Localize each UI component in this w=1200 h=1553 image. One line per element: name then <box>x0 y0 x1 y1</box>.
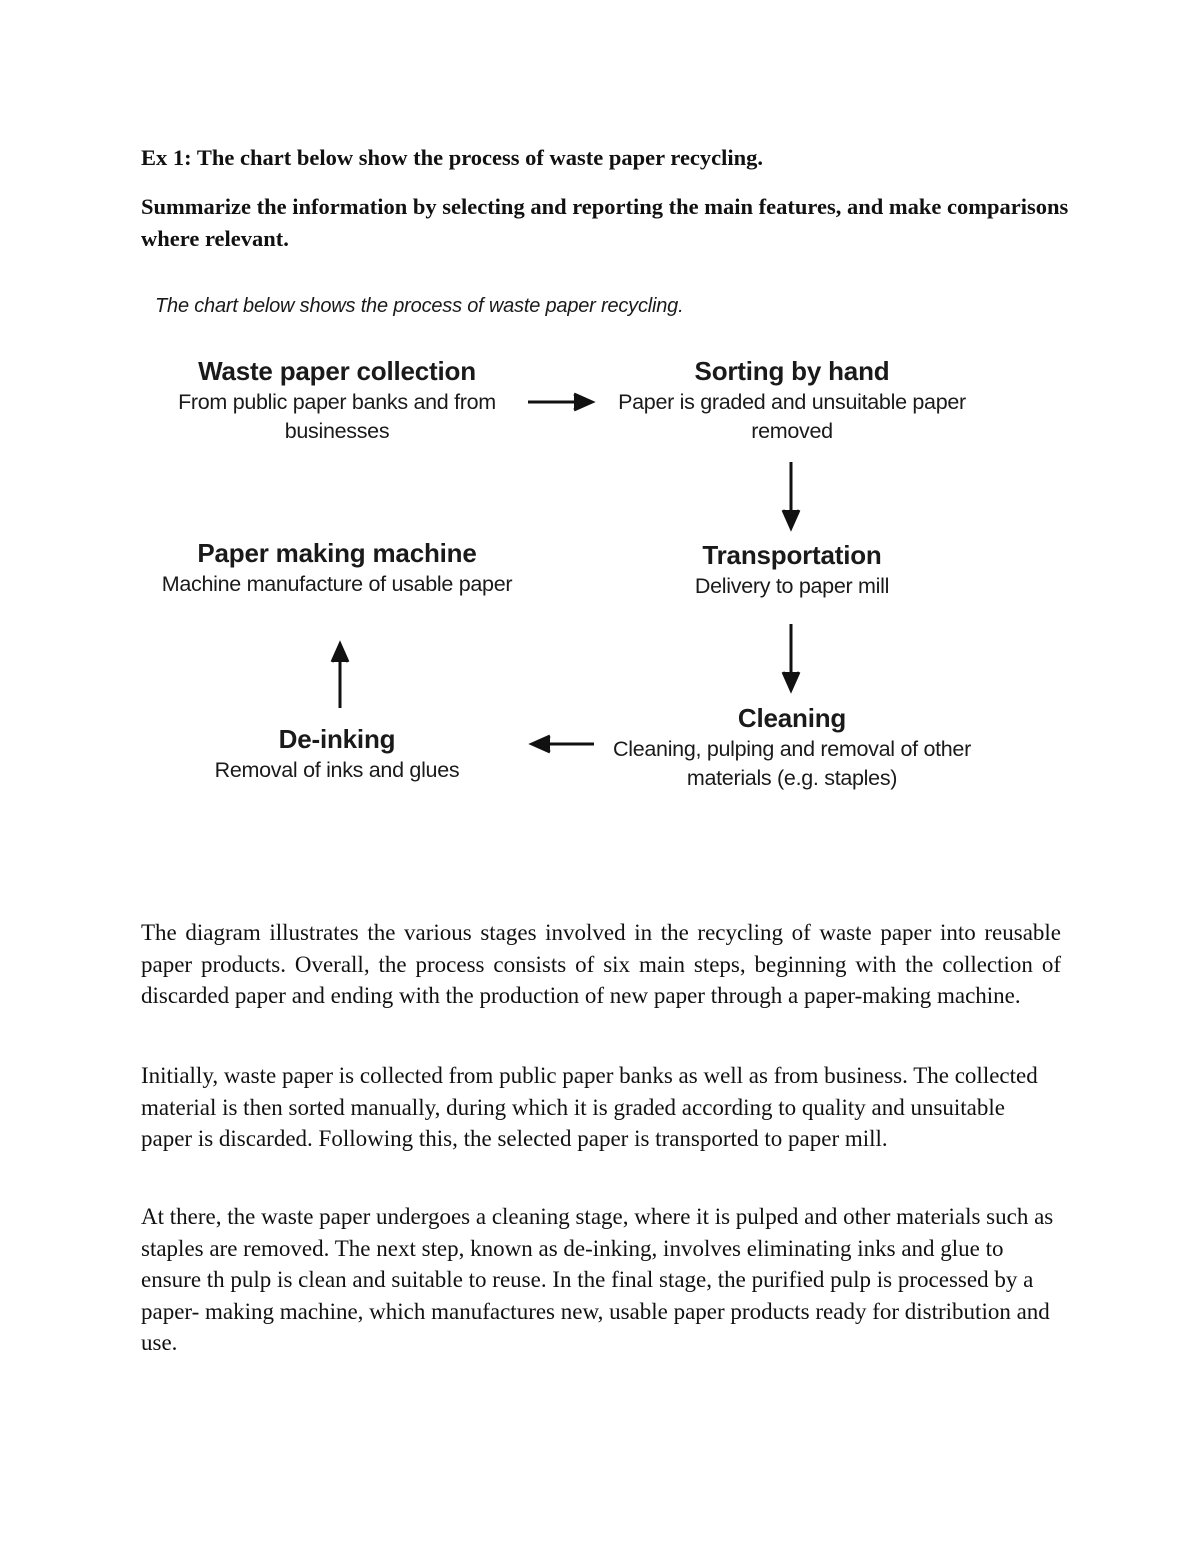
stage-title: Transportation <box>702 540 882 570</box>
essay-paragraph: Initially, waste paper is collected from public paper banks as well as from business. The collected material is then sorted manually, during which it is graded according to quality and unsuitable paper is discarded. Following this, the selected paper is transported to paper mill. <box>141 1063 1038 1151</box>
stage-title: Cleaning <box>737 703 847 733</box>
stage-title: De-inking <box>278 724 396 754</box>
stage-description: Cleaning, pulping and removal of other materials (e.g. staples) <box>613 737 971 790</box>
arrow-up-icon <box>332 644 348 708</box>
arrow-right-icon <box>528 394 592 410</box>
stage-title: Paper making machine <box>197 538 477 568</box>
essay-paragraph: The diagram illustrates the various stages involved in the recycling of waste paper into reusable paper products. Overall, the process consists of six main steps, beginning with the collection of discarded paper and ending with the production of new paper through a paper-making machine. <box>141 920 1061 1008</box>
task-instruction: Summarize the information by selecting and reporting the main features, and make comparisons where relevant. <box>141 194 1069 251</box>
stage-de-inking <box>152 722 522 785</box>
stage-description: Paper is graded and unsuitable paper removed <box>618 390 966 443</box>
stage-description: Machine manufacture of usable paper <box>161 572 513 596</box>
arrow-down-icon <box>783 624 799 690</box>
stage-description: From public paper banks and from businesses <box>178 390 496 443</box>
essay-paragraph: At there, the waste paper undergoes a cleaning stage, where it is pulped and other materials such as staples are removed. The next step, known as de-inking, involves eliminating inks and glue to ensure th pulp is clean and suitable to reuse. In the final stage, the purified pulp is processed by a paper- making machine, which manufactures new, usable paper products ready for distribution and use. <box>141 1204 1054 1355</box>
arrow-down-icon <box>783 462 799 528</box>
arrow-left-icon <box>532 736 594 752</box>
task-title: Ex 1: The chart below show the process of waste paper recycling. <box>141 145 764 170</box>
stage-sorting-by-hand <box>607 354 977 446</box>
diagram-caption: The chart below shows the process of waste paper recycling. <box>155 295 684 317</box>
stage-cleaning <box>607 701 977 793</box>
stage-title: Waste paper collection <box>198 356 476 386</box>
stage-description: Removal of inks and glues <box>214 758 460 782</box>
stage-transportation <box>607 538 977 601</box>
stage-title: Sorting by hand <box>694 356 890 386</box>
stage-description: Delivery to paper mill <box>694 574 890 598</box>
stage-paper-making-machine <box>152 536 522 599</box>
stage-waste-paper-collection <box>152 354 522 446</box>
